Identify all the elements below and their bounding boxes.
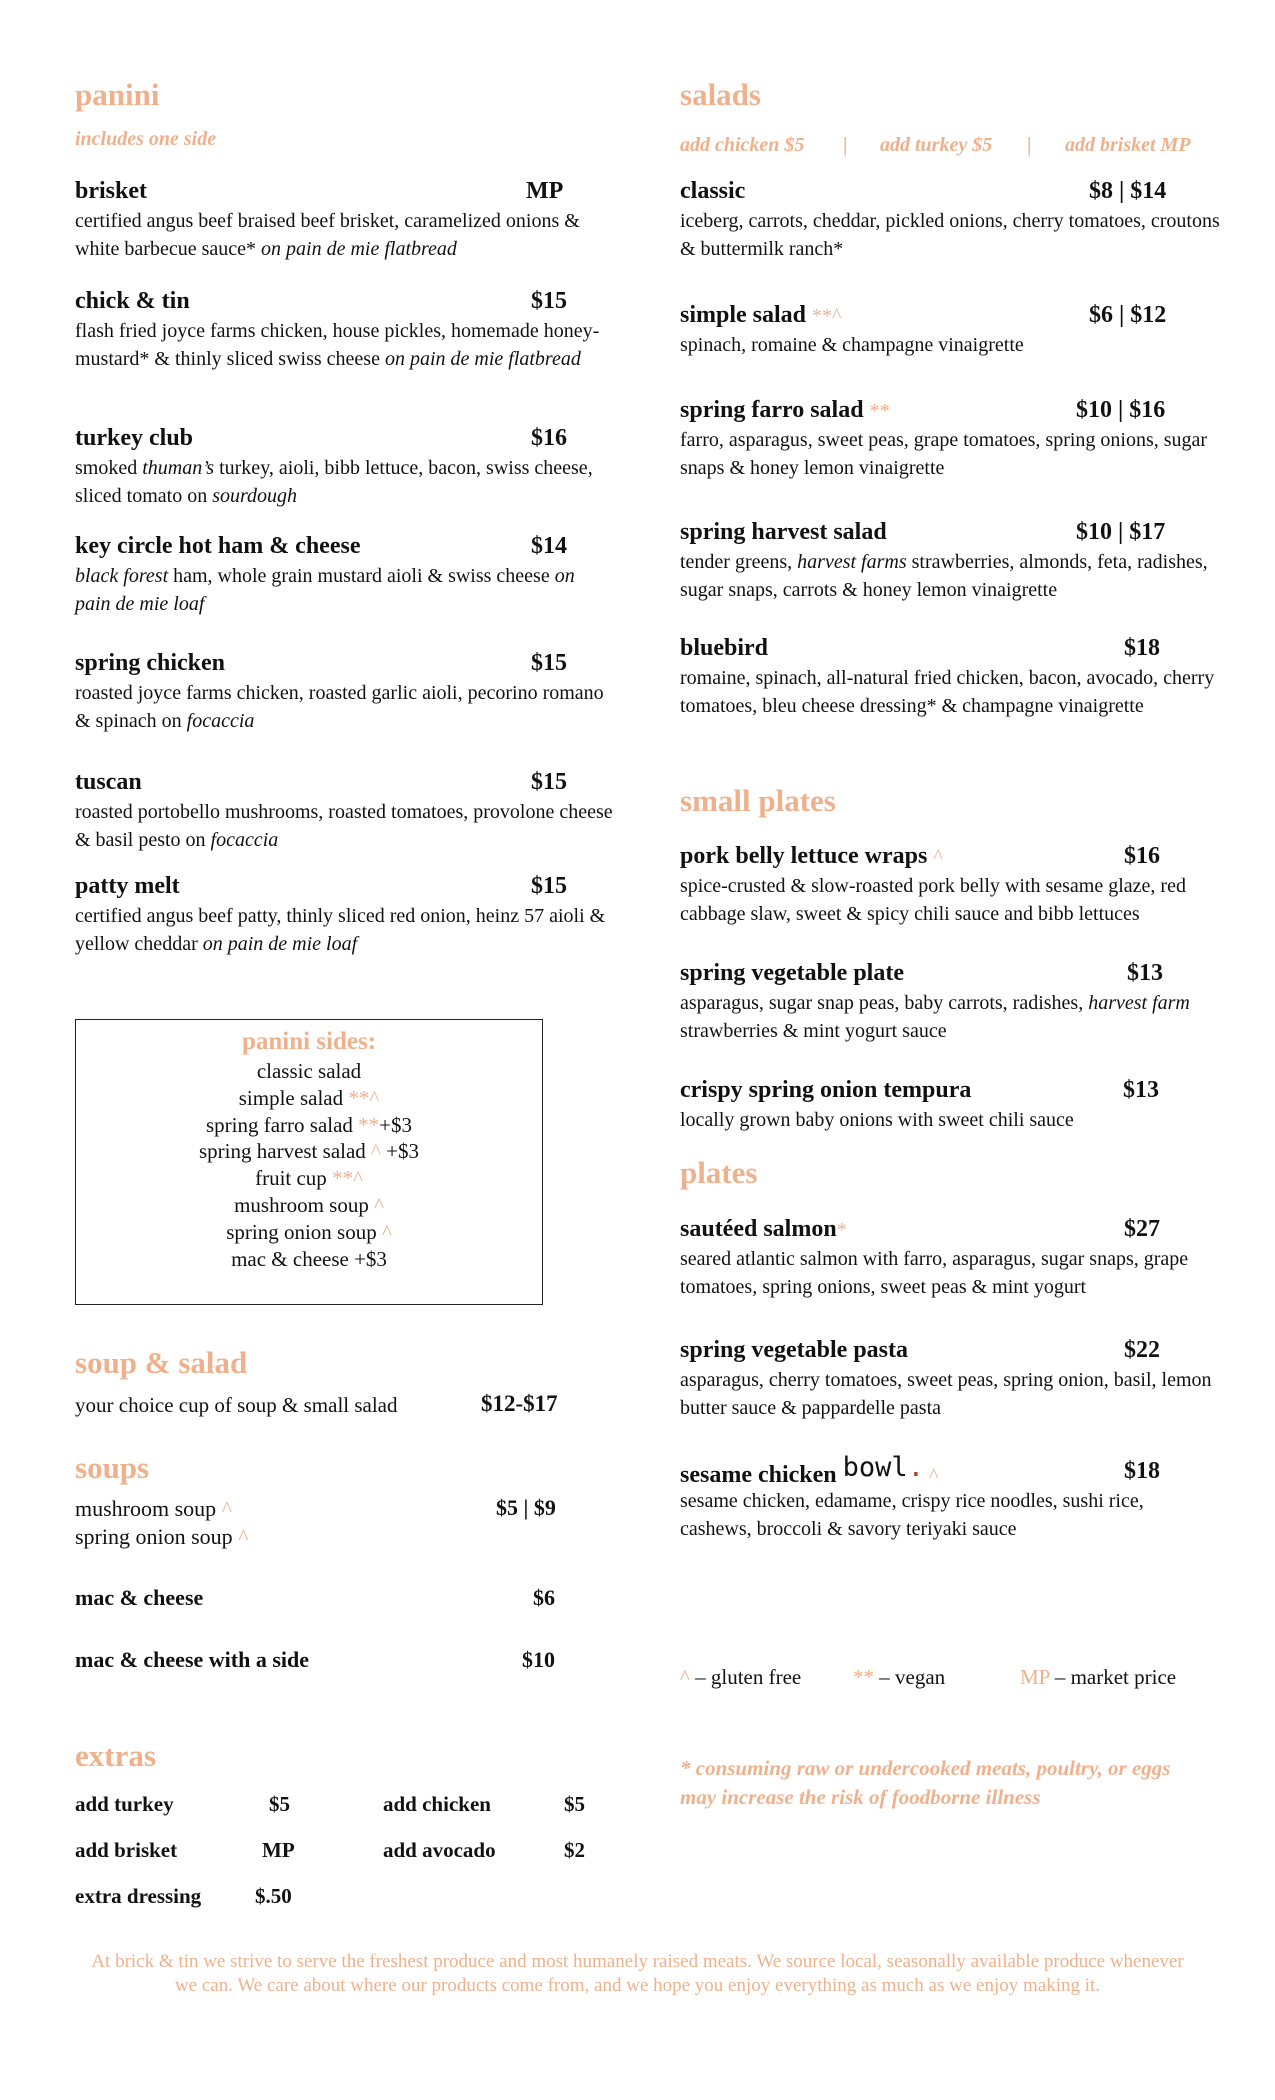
small-plate-pork-belly bbox=[680, 843, 1220, 928]
item-price: $13 bbox=[1127, 960, 1163, 986]
extra-price: $5 bbox=[269, 1792, 290, 1816]
item-price: $27 bbox=[1124, 1216, 1160, 1242]
extra-price: MP bbox=[262, 1838, 295, 1862]
item-description: seared atlantic salmon with farro, asparagus, sugar snaps, grape tomatoes, spring onions, sweet peas & mint yogurt bbox=[680, 1248, 1189, 1298]
salad-item-classic bbox=[680, 178, 1220, 263]
side-item: simple salad **^ bbox=[238, 1085, 380, 1110]
item-description: locally grown baby onions with sweet chili sauce bbox=[680, 1109, 1074, 1131]
item-name: patty melt bbox=[75, 873, 180, 899]
item-description: iceberg, carrots, cheddar, pickled onions, cherry tomatoes, croutons & buttermilk ranch* bbox=[680, 210, 1220, 260]
bowl-logo: bowl. bbox=[842, 1452, 924, 1483]
panini-sides-list bbox=[76, 1058, 542, 1272]
item-price: $10 | $17 bbox=[1076, 519, 1166, 545]
side-item: fruit cup **^ bbox=[255, 1166, 363, 1191]
salads-title: salads bbox=[680, 77, 761, 112]
side-item: spring onion soup ^ bbox=[226, 1219, 392, 1244]
small-plate-spring-vegetable bbox=[680, 960, 1220, 1045]
salad-item-spring-farro bbox=[680, 397, 1220, 482]
item-price: $16 bbox=[531, 425, 567, 451]
item-name: bluebird bbox=[680, 635, 769, 661]
extras-title: extras bbox=[75, 1738, 156, 1773]
item-price: $16 bbox=[1124, 843, 1160, 869]
item-name: sesame chicken bowl. ^ bbox=[680, 1452, 939, 1488]
item-name: spring chicken bbox=[75, 650, 226, 676]
extra-price: $5 bbox=[564, 1792, 585, 1816]
panini-item-turkey-club bbox=[75, 425, 615, 510]
item-price: $22 bbox=[1124, 1337, 1160, 1363]
item-description: certified angus beef patty, thinly sliced red onion, heinz 57 aioli & yellow cheddar on pain de mie loaf bbox=[75, 905, 606, 955]
item-price: $15 bbox=[531, 650, 567, 676]
item-name: key circle hot ham & cheese bbox=[75, 533, 361, 559]
item-description: asparagus, sugar snap peas, baby carrots, radishes, harvest farm strawberries & mint yogurt sauce bbox=[680, 992, 1190, 1042]
panini-item-chick-tin bbox=[75, 288, 615, 373]
item-price: $15 bbox=[531, 873, 567, 899]
side-item: spring farro salad **+$3 bbox=[205, 1112, 413, 1137]
side-item: spring harvest salad ^ +$3 bbox=[199, 1139, 419, 1164]
extra-name: add brisket bbox=[75, 1838, 178, 1862]
extra-price: $.50 bbox=[255, 1884, 292, 1908]
salad-addon: add turkey $5 bbox=[880, 134, 993, 156]
extra-name: add avocado bbox=[383, 1838, 496, 1862]
soup-spring-onion: spring onion soup ^ bbox=[75, 1524, 249, 1549]
soups-title: soups bbox=[75, 1450, 150, 1485]
item-description: certified angus beef braised beef brisket, caramelized onions & white barbecue sauce* on pain de mie flatbread bbox=[75, 210, 580, 260]
panini-item-patty-melt bbox=[75, 873, 615, 958]
salad-addon: add chicken $5 bbox=[680, 134, 805, 156]
item-price: $18 bbox=[1124, 635, 1160, 661]
extra-price: $2 bbox=[564, 1838, 585, 1862]
item-description: tender greens, harvest farms strawberries, almonds, feta, radishes, sugar snaps, carrots & honey lemon vinaigrette bbox=[680, 551, 1208, 601]
item-description: flash fried joyce farms chicken, house pickles, homemade honey-mustard* & thinly sliced swiss cheese on pain de mie flatbread bbox=[75, 320, 600, 370]
salad-item-simple bbox=[680, 302, 1220, 360]
mac-cheese-price: $6 bbox=[533, 1585, 555, 1610]
side-item: classic salad bbox=[256, 1059, 362, 1083]
salad-item-bluebird bbox=[680, 635, 1220, 720]
soup-price: $5 | $9 bbox=[496, 1495, 556, 1520]
mac-cheese-side-name: mac & cheese with a side bbox=[75, 1647, 310, 1672]
salad-item-spring-harvest bbox=[680, 519, 1220, 604]
side-item: mushroom soup ^ bbox=[234, 1192, 384, 1217]
item-name: brisket bbox=[75, 178, 147, 204]
plates-title: plates bbox=[680, 1155, 758, 1190]
item-price: $14 bbox=[531, 533, 567, 559]
soup-salad-title: soup & salad bbox=[75, 1345, 248, 1380]
item-description: spinach, romaine & champagne vinaigrette bbox=[680, 334, 1024, 356]
item-name: simple salad **^ bbox=[680, 302, 842, 328]
legend-gluten-free: ^ – gluten free bbox=[680, 1665, 802, 1689]
item-description: roasted joyce farms chicken, roasted garlic aioli, pecorino romano & spinach on focaccia bbox=[75, 682, 604, 732]
item-name: chick & tin bbox=[75, 288, 190, 314]
extra-name: add turkey bbox=[75, 1792, 174, 1816]
salad-addon: add brisket MP bbox=[1065, 134, 1191, 156]
item-price: $6 | $12 bbox=[1089, 302, 1167, 328]
item-description: smoked thuman’s turkey, aioli, bibb lettuce, bacon, swiss cheese, sliced tomato on sourdough bbox=[75, 457, 593, 507]
small-plates-title: small plates bbox=[680, 783, 836, 818]
item-description: sesame chicken, edamame, crispy rice noodles, sushi rice, cashews, broccoli & savory teriyaki sauce bbox=[680, 1490, 1144, 1540]
foodborne-warning: * consuming raw or undercooked meats, poultry, or eggs may increase the risk of foodborne illness bbox=[680, 1756, 1171, 1809]
item-name: spring vegetable plate bbox=[680, 960, 904, 986]
item-price: $10 | $16 bbox=[1076, 397, 1166, 423]
footer-statement: At brick & tin we strive to serve the freshest produce and most humanely raised meats. We source local, seasonally available produce whenever we can. We care about where our products come from, and we hope you enjoy everything as much as we enjoy making it. bbox=[91, 1951, 1184, 1996]
item-description: black forest ham, whole grain mustard aioli & swiss cheese on pain de mie loaf bbox=[75, 565, 575, 615]
item-name: crispy spring onion tempura bbox=[680, 1077, 972, 1103]
item-name: sautéed salmon* bbox=[680, 1216, 847, 1242]
panini-item-tuscan bbox=[75, 769, 615, 854]
item-name: tuscan bbox=[75, 769, 142, 795]
item-price: $8 | $14 bbox=[1089, 178, 1167, 204]
panini-subtitle: includes one side bbox=[75, 128, 217, 150]
plate-spring-vegetable-pasta bbox=[680, 1337, 1220, 1422]
item-description: farro, asparagus, sweet peas, grape tomatoes, spring onions, sugar snaps & honey lemon vinaigrette bbox=[680, 429, 1208, 479]
legend-market-price: MP – market price bbox=[1020, 1665, 1177, 1689]
addon-separator: | bbox=[843, 134, 848, 156]
item-name: pork belly lettuce wraps ^ bbox=[680, 843, 943, 869]
panini-item-brisket bbox=[75, 178, 615, 263]
item-price: $15 bbox=[531, 769, 567, 795]
item-description: spice-crusted & slow-roasted pork belly with sesame glaze, red cabbage slaw, sweet & spicy chili sauce and bibb lettuces bbox=[680, 875, 1186, 925]
legend-vegan: ** – vegan bbox=[853, 1665, 946, 1689]
plate-sesame-chicken-bowl bbox=[680, 1452, 1220, 1543]
small-plate-onion-tempura bbox=[680, 1077, 1220, 1135]
item-description: roasted portobello mushrooms, roasted tomatoes, provolone cheese & basil pesto on focaccia bbox=[75, 801, 613, 851]
addon-separator: | bbox=[1027, 134, 1032, 156]
item-name: turkey club bbox=[75, 425, 194, 451]
soup-salad-price: $12-$17 bbox=[481, 1391, 558, 1416]
side-item: mac & cheese +$3 bbox=[231, 1246, 387, 1271]
item-price: MP bbox=[526, 178, 564, 204]
item-name: spring farro salad ** bbox=[680, 397, 890, 423]
item-description: romaine, spinach, all-natural fried chicken, bacon, avocado, cherry tomatoes, bleu cheese dressing* & champagne vinaigrette bbox=[680, 667, 1215, 717]
panini-item-spring-chicken bbox=[75, 650, 615, 735]
item-price: $15 bbox=[531, 288, 567, 314]
soup-salad-description: your choice cup of soup & small salad bbox=[75, 1393, 398, 1417]
panini-sides-box bbox=[75, 1019, 543, 1305]
panini-item-hot-ham bbox=[75, 533, 615, 618]
item-price: $18 bbox=[1124, 1458, 1160, 1484]
panini-sides-title: panini sides: bbox=[241, 1028, 377, 1055]
soup-mushroom: mushroom soup ^ bbox=[75, 1496, 233, 1521]
panini-title: panini bbox=[75, 77, 160, 112]
item-name: spring vegetable pasta bbox=[680, 1337, 908, 1363]
item-name: classic bbox=[680, 178, 746, 204]
mac-cheese-name: mac & cheese bbox=[75, 1585, 204, 1610]
item-description: asparagus, cherry tomatoes, sweet peas, spring onion, basil, lemon butter sauce & pappardelle pasta bbox=[680, 1369, 1212, 1419]
mac-cheese-side-price: $10 bbox=[522, 1647, 555, 1672]
extra-name: extra dressing bbox=[75, 1884, 202, 1908]
plate-sauteed-salmon bbox=[680, 1216, 1220, 1301]
extra-name: add chicken bbox=[383, 1792, 491, 1816]
item-price: $13 bbox=[1123, 1077, 1159, 1103]
item-name: spring harvest salad bbox=[680, 519, 887, 545]
